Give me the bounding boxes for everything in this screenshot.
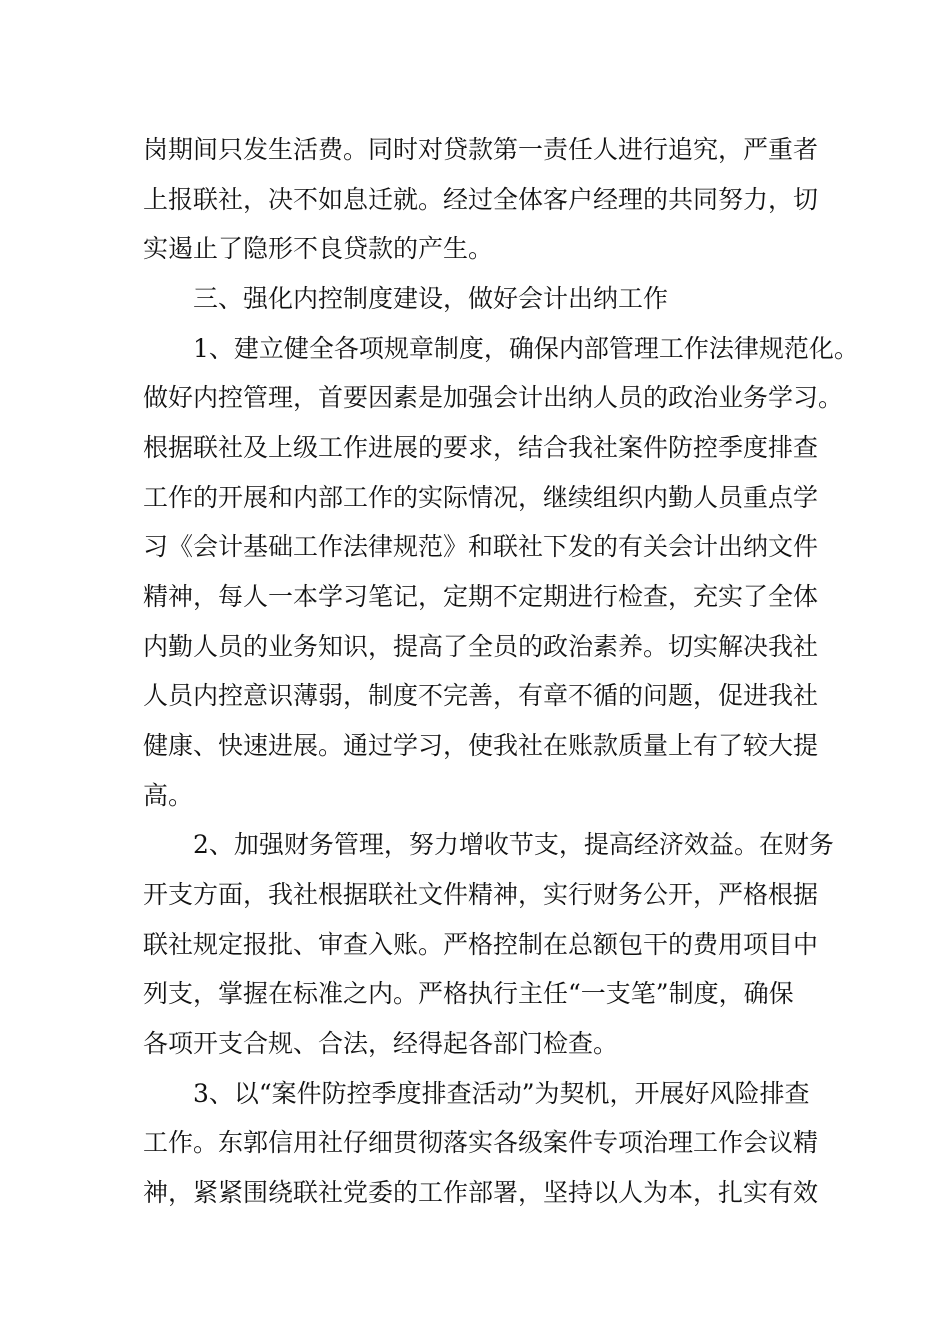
paragraph-line: 内勤人员的业务知识，提高了全员的政治素养。切实解决我社 — [143, 632, 819, 661]
section-heading: 三、强化内控制度建设，做好会计出纳工作 — [193, 284, 669, 313]
paragraph-line: 岗期间只发生活费。同时对贷款第一责任人进行追究，严重者 — [143, 135, 819, 164]
paragraph-line: 人员内控意识薄弱，制度不完善，有章不循的问题，促进我社 — [143, 681, 819, 710]
paragraph-line: 2、加强财务管理，努力增收节支，提高经济效益。在财务 — [193, 830, 834, 859]
paragraph-line: 做好内控管理，首要因素是加强会计出纳人员的政治业务学习。 — [143, 383, 844, 412]
paragraph-line: 工作的开展和内部工作的实际情况，继续组织内勤人员重点学 — [143, 483, 819, 512]
paragraph-line: 实遏止了隐形不良贷款的产生。 — [143, 234, 494, 263]
paragraph-line: 根据联社及上级工作进展的要求，结合我社案件防控季度排查 — [143, 433, 819, 462]
paragraph-line: 上报联社，决不如息迁就。经过全体客户经理的共同努力，切 — [143, 185, 819, 214]
paragraph-line: 健康、快速进展。通过学习，使我社在账款质量上有了较大提 — [143, 731, 819, 760]
paragraph-line: 习《会计基础工作法律规范》和联社下发的有关会计出纳文件 — [143, 532, 819, 561]
paragraph-line: 联社规定报批、审查入账。严格控制在总额包干的费用项目中 — [143, 930, 819, 959]
paragraph-line: 1、建立健全各项规章制度，确保内部管理工作法律规范化。 — [193, 334, 859, 363]
paragraph-line: 高。 — [143, 781, 194, 810]
paragraph-line: 开支方面，我社根据联社文件精神，实行财务公开，严格根据 — [143, 880, 819, 909]
paragraph-line: 工作。东郭信用社仔细贯彻落实各级案件专项治理工作会议精 — [143, 1128, 819, 1157]
paragraph-line: 3、以“案件防控季度排查活动”为契机，开展好风险排查 — [193, 1079, 810, 1108]
paragraph-line: 各项开支合规、合法，经得起各部门检查。 — [143, 1029, 619, 1058]
paragraph-line: 精神，每人一本学习笔记，定期不定期进行检查，充实了全体 — [143, 582, 819, 611]
paragraph-line: 列支，掌握在标准之内。严格执行主任“一支笔”制度，确保 — [143, 979, 794, 1008]
paragraph-line: 神，紧紧围绕联社党委的工作部署，坚持以人为本，扎实有效 — [143, 1178, 819, 1207]
